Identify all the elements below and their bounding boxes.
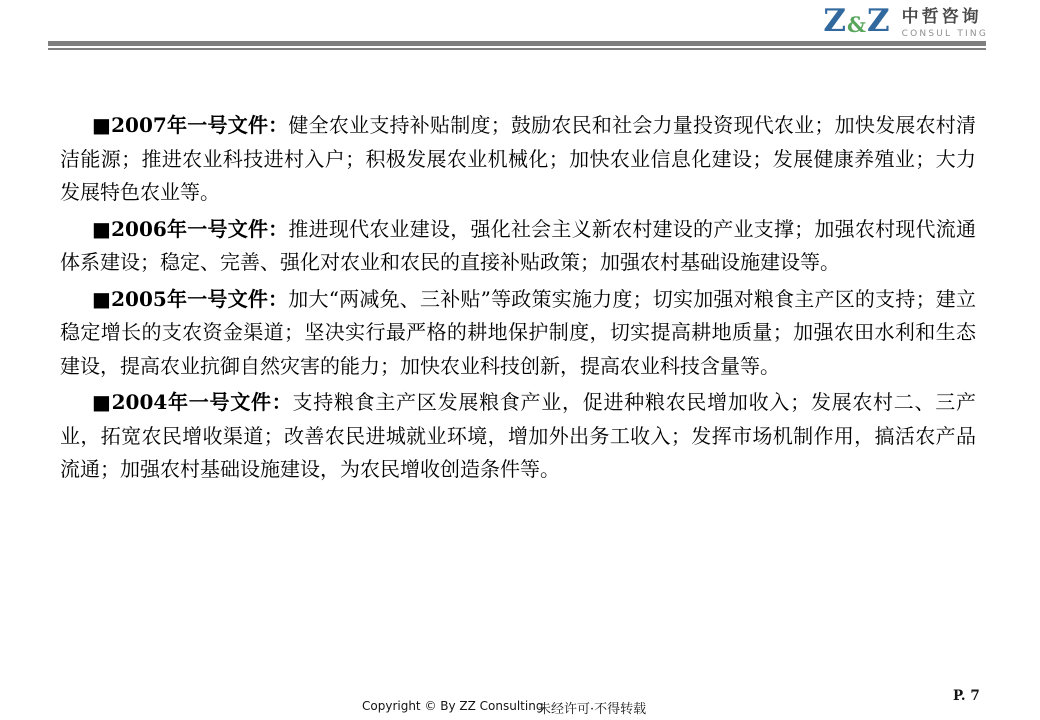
paragraph-body-2006: 推进现代农业建设，强化社会主义新农村建设的产业支撑；加强农村现代流通体系建设；稳定、完善、强化对农业和农民的直接补贴政策；加强农村基础设施建设等。 (60, 216, 977, 274)
logo-z-left: Z (823, 3, 848, 39)
paragraph-body-2007: 健全农业支持补贴制度；鼓励农民和社会力量投资现代农业；加快发展农村清洁能源；推进农业科技进村入户；积极发展农业机械化；加快农业信息化建设；发展健康养殖业；大力发展特色农业等。 (60, 113, 977, 204)
paragraph-heading-2004: ■2004年一号文件： (92, 390, 293, 414)
policy-paragraph-2006 (60, 213, 976, 280)
footer-copyright: Copyright © By ZZ Consulting (362, 699, 544, 713)
page-number: P. 7 (953, 688, 980, 704)
slide-body-text (60, 109, 976, 490)
header-divider-thick-line (48, 41, 986, 46)
paragraph-heading-2007: ■2007年一号文件： (92, 113, 289, 137)
company-logo (823, 3, 988, 39)
paragraph-body-2004: 支持粮食主产区发展粮食产业，促进种粮农民增加收入；发展农村二、三产业，拓宽农民增收渠道；改善农民进城就业环境，增加外出务工收入；发挥市场机制作用，搞活农产品流通；加强农村基础设施建设，为农民增收创造条件等。 (60, 390, 977, 481)
header-divider-thin-line (48, 48, 986, 50)
logo-ampersand: & (847, 12, 868, 37)
company-name-chinese: 中哲咨询 (901, 7, 982, 27)
header-divider (48, 41, 986, 50)
logo-z-right: Z (867, 3, 891, 39)
logo-names (902, 6, 988, 39)
logo-zz-mark (823, 3, 891, 39)
policy-paragraph-2004 (60, 386, 976, 487)
policy-paragraph-2007 (60, 109, 976, 210)
policy-paragraph-2005 (60, 283, 976, 384)
company-name-english: CONSUL TING (901, 29, 988, 39)
paragraph-heading-2005: ■2005年一号文件： (92, 286, 289, 311)
paragraph-body-2005: 加大“两减免、三补贴”等政策实施力度；切实加强对粮食主产区的支持；建立稳定增长的支农资金渠道；坚决实行最严格的耕地保护制度，切实提高耕地质量；加强农田水利和生态建设，提高农业抗御自然灾害的能力；加快农业科技创新，提高农业科技含量等。 (60, 286, 977, 378)
footer-reprint-notice: 未经许可·不得转载 (538, 702, 647, 717)
paragraph-heading-2006: ■2006年一号文件： (92, 216, 289, 241)
